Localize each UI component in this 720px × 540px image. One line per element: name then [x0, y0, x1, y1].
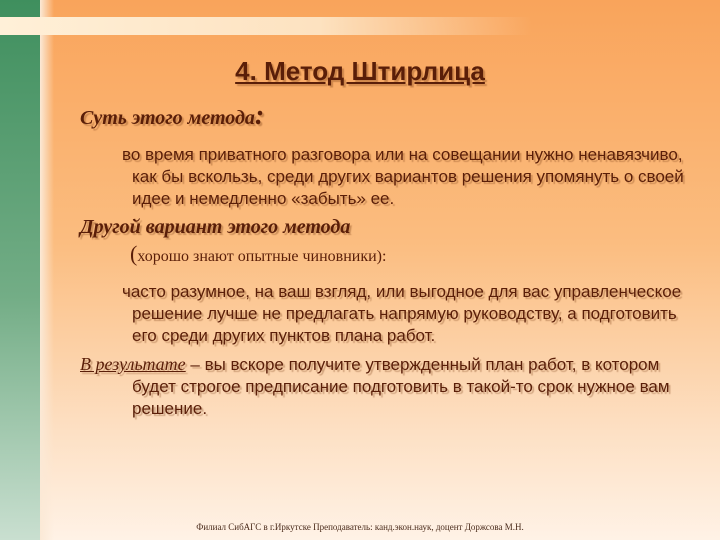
- heading-colon: :: [254, 100, 265, 131]
- result-label: В результате: [80, 354, 186, 374]
- method-essence-text: во время приватного разговора или на совещании нужно ненавязчиво, как бы вскользь, среди других вариантов решения упомянуть о своей идее и немедленно «забыть» ее.: [122, 145, 684, 208]
- method-variant-heading: Другой вариант этого метода: [80, 216, 351, 238]
- result-paragraph: [80, 353, 690, 420]
- slide-content: [80, 100, 690, 420]
- result-text: – вы вскоре получите утвержденный план работ, в котором будет строгое предписание подготовить в такой-то срок нужное вам решение.: [132, 355, 670, 418]
- slide-title: 4. Метод Штирлица: [235, 56, 485, 86]
- method-variant-text: часто разумное, на ваш взгляд, или выгодное для вас управленческое решение лучше не предлагать напрямую руководству, а подготовить его среди других пунктов плана работ.: [122, 282, 682, 345]
- method-essence-heading: [80, 100, 690, 131]
- slide-footer: Филиал СибАГС в г.Иркутске Преподаватель: канд.экон.наук, доцент Доржсова М.Н.: [196, 522, 524, 532]
- method-essence-heading-text: Суть этого метода: [80, 107, 255, 129]
- note-text: хорошо знают опытные чиновники):: [137, 248, 387, 265]
- variant-note: [80, 241, 690, 267]
- top-decor-band: [0, 17, 532, 35]
- note-paren: (: [130, 241, 138, 266]
